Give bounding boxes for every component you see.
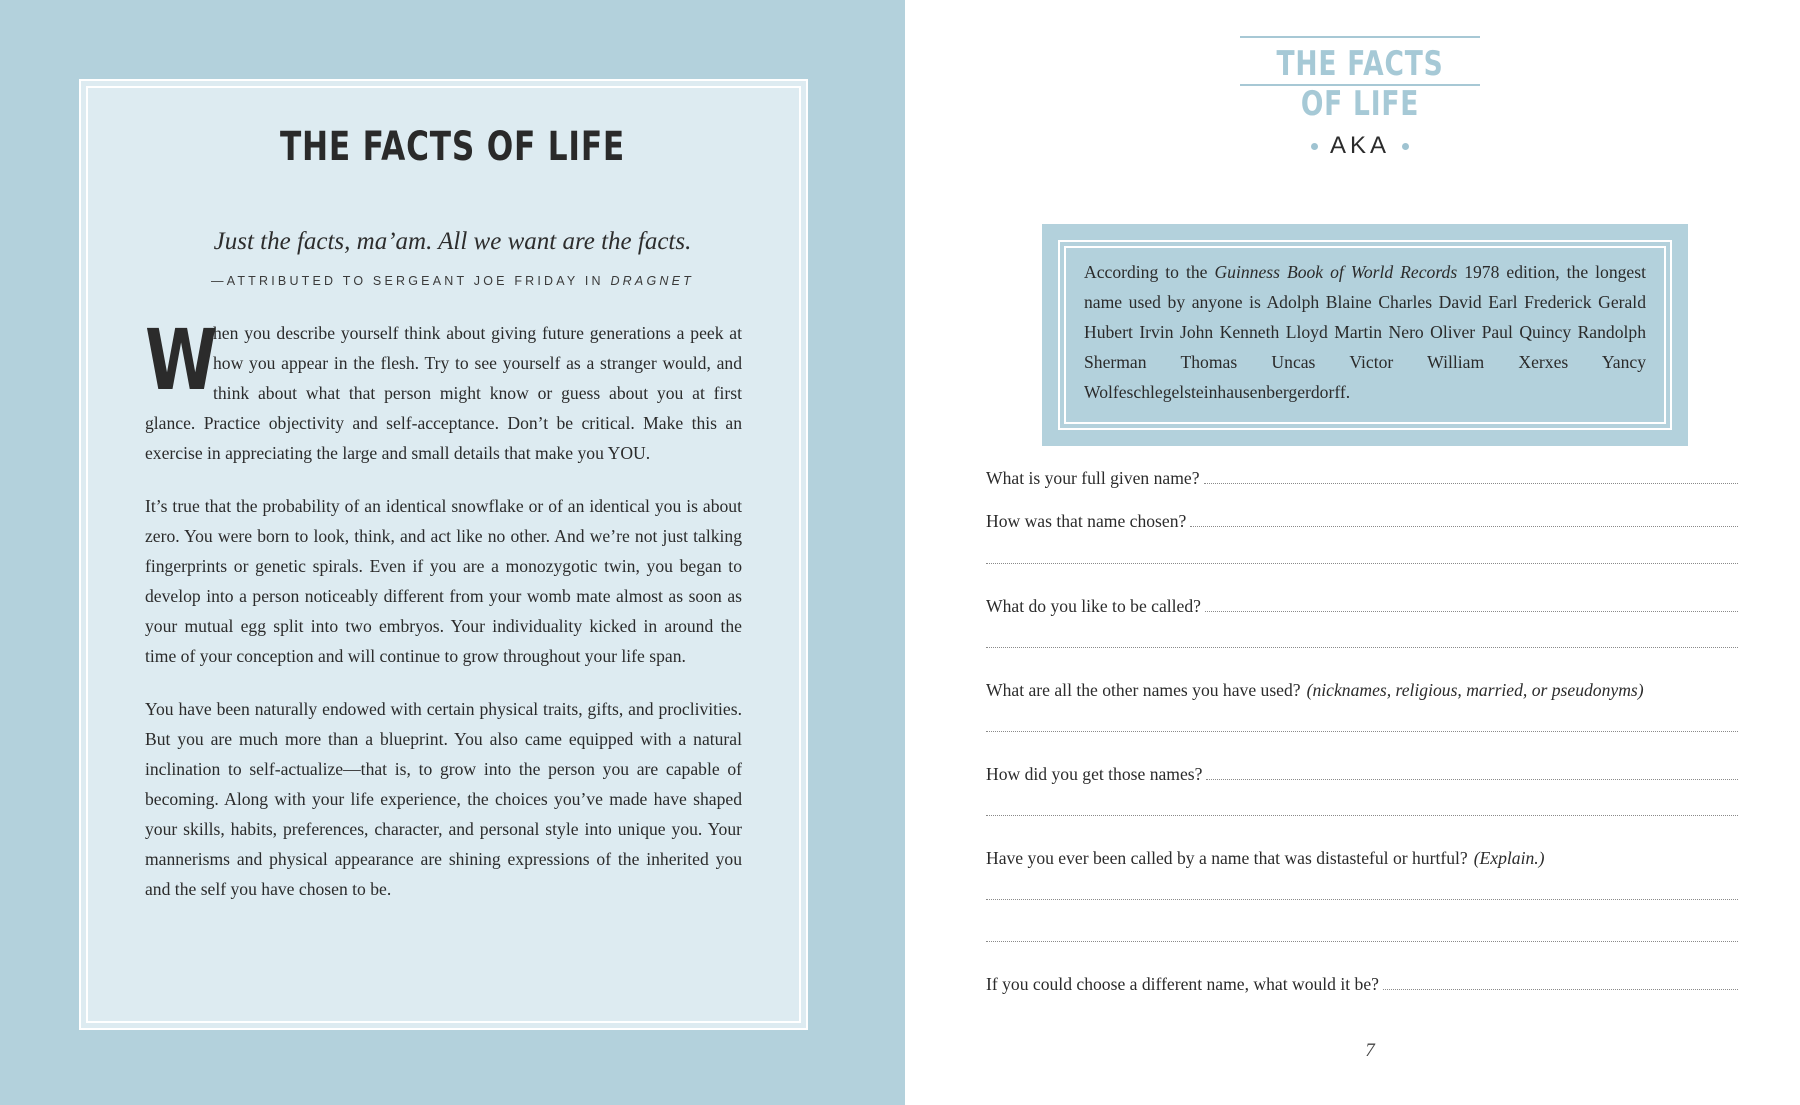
running-title-banner bbox=[1240, 36, 1480, 124]
question-text: What do you like to be called? bbox=[986, 596, 1201, 616]
callout-text-before: According to the bbox=[1084, 262, 1215, 282]
page-title: THE FACTS OF LIFE bbox=[279, 124, 626, 170]
section-heading-text: AKA bbox=[1329, 132, 1391, 159]
body-paragraph-3: You have been naturally endowed with certain physical traits, gifts, and proclivities. But you are much more than a blueprint. You also came equipped with a natural inclination to self-actualize—that is, to grow into the person you are capable of becoming. Along with your life experience, the choices you’ve made have shaped your skills, habits, preferences, character, and personal style into unique you. Your mannerisms and physical appearance are shining expressions of the inherited you and the self you have chosen to be. bbox=[145, 699, 742, 899]
answer-line[interactable] bbox=[1383, 988, 1738, 990]
epigraph-quote: Just the facts, ma’am. All we want are the facts. bbox=[213, 228, 692, 255]
question-row bbox=[986, 459, 1738, 489]
question-row bbox=[986, 755, 1738, 785]
page-number: 7 bbox=[1365, 1040, 1375, 1061]
answer-line[interactable] bbox=[1206, 778, 1738, 780]
answer-line[interactable] bbox=[986, 941, 1738, 942]
body-paragraph-1 bbox=[145, 311, 742, 468]
callout-text bbox=[1084, 257, 1646, 407]
attribution-work: DRAGNET bbox=[610, 274, 694, 288]
drop-cap: W bbox=[145, 311, 218, 409]
bullet-dot-icon bbox=[1402, 143, 1409, 150]
answer-line[interactable] bbox=[986, 899, 1738, 900]
running-title: THE FACTS OF LIFE bbox=[1276, 44, 1444, 124]
paragraph-1-text: hen you describe yourself think about giving future generations a peek at how you appear in the flesh. Try to see yourself as a stranger would, and think about what that person might know or guess about you at first glance. Practice objectivity and self-acceptance. Don’t be critical. Make this an exercise in appreciating the large and small details that make you YOU. bbox=[145, 323, 742, 463]
question-row bbox=[986, 965, 1738, 995]
answer-line[interactable] bbox=[986, 815, 1738, 816]
question-row bbox=[986, 671, 1738, 701]
callout-text-after: 1978 edition, the longest name used by anyone is Adolph Blaine Charles David Earl Frederick Gerald Hubert Irvin John Kenneth Lloyd Martin Nero Oliver Paul Quincy Randolph Sherman Thomas Uncas Victor William Xerxes Yancy Wolfeschlegelsteinhausenbergerdorff. bbox=[1084, 262, 1646, 402]
question-text: What are all the other names you have used? bbox=[986, 680, 1301, 700]
answer-line[interactable] bbox=[986, 731, 1738, 732]
question-text: What is your full given name? bbox=[986, 468, 1200, 488]
attribution-prefix: —ATTRIBUTED TO SERGEANT JOE FRIDAY IN bbox=[211, 274, 611, 288]
epigraph-attribution bbox=[0, 274, 905, 288]
answer-line[interactable] bbox=[1205, 610, 1738, 612]
question-text: Have you ever been called by a name that was distasteful or hurtful? bbox=[986, 848, 1468, 868]
section-heading bbox=[1260, 132, 1460, 160]
answer-line[interactable] bbox=[986, 647, 1738, 648]
fact-callout-box bbox=[1042, 224, 1688, 446]
callout-book-title: Guinness Book of World Records bbox=[1214, 262, 1458, 282]
answer-line[interactable] bbox=[986, 563, 1738, 564]
bullet-dot-icon bbox=[1311, 143, 1318, 150]
question-note: (nicknames, religious, married, or pseudonyms) bbox=[1306, 680, 1644, 700]
question-row bbox=[986, 502, 1738, 532]
body-paragraph-2: It’s true that the probability of an identical snowflake or of an identical you is about zero. You were born to look, think, and act like no other. And we’re not just talking fingerprints or genetic spirals. Even if you are a monozygotic twin, you began to develop into a person noticeably different from your womb mate almost as soon as your mutual egg split into two embryos. Your individuality kicked in around the time of your conception and will continue to grow throughout your life span. bbox=[145, 496, 742, 666]
answer-line[interactable] bbox=[1190, 525, 1738, 527]
question-text: If you could choose a different name, what would it be? bbox=[986, 974, 1379, 994]
question-row bbox=[986, 839, 1738, 869]
question-note: (Explain.) bbox=[1473, 848, 1545, 868]
question-text: How was that name chosen? bbox=[986, 511, 1187, 531]
question-row bbox=[986, 587, 1738, 617]
answer-line[interactable] bbox=[1204, 482, 1738, 484]
question-text: How did you get those names? bbox=[986, 764, 1203, 784]
